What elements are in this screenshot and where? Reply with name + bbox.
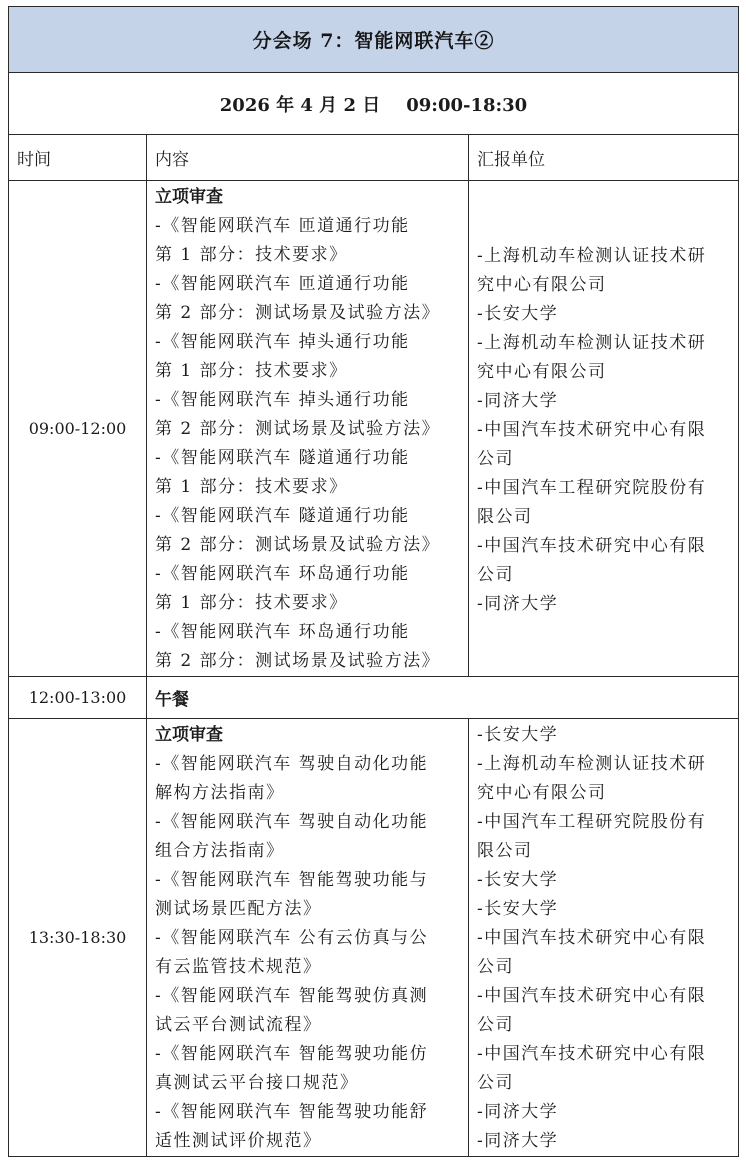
agenda-item-line: -《智能网联汽车 智能驾驶功能与 — [155, 870, 429, 890]
date-row — [9, 73, 739, 135]
session-row-afternoon — [9, 719, 739, 1157]
reporting-unit-line: -中国汽车工程研究院股份有 — [477, 812, 707, 832]
morning-unit-lines — [477, 242, 730, 619]
agenda-item-line: -《智能网联汽车 智能驾驶功能舒 — [155, 1102, 429, 1122]
agenda-item-line: -《智能网联汽车 驾驶自动化功能 — [155, 812, 429, 832]
morning-heading: 立项审查 — [155, 187, 223, 207]
reporting-unit-line: -上海机动车检测认证技术研 — [477, 754, 707, 774]
agenda-item-line: -《智能网联汽车 环岛通行功能 — [155, 564, 410, 584]
afternoon-time: 13:30-18:30 — [9, 719, 147, 1157]
reporting-unit-line: 公司 — [477, 957, 514, 977]
agenda-item-line: -《智能网联汽车 隧道通行功能 — [155, 506, 410, 526]
agenda-item-line: 第 1 部分：技术要求》 — [155, 477, 348, 497]
header-content: 内容 — [147, 135, 469, 181]
reporting-unit-line: -上海机动车检测认证技术研 — [477, 246, 707, 266]
reporting-unit-line: -中国汽车技术研究中心有限 — [477, 536, 707, 556]
lunch-label: 午餐 — [147, 677, 739, 719]
agenda-item-line: -《智能网联汽车 掉头通行功能 — [155, 390, 410, 410]
reporting-unit-line: -同济大学 — [477, 1102, 559, 1122]
agenda-item-line: 有云监管技术规范》 — [155, 957, 322, 977]
reporting-unit-line: 限公司 — [477, 841, 533, 861]
reporting-unit-line: 究中心有限公司 — [477, 275, 607, 295]
session-time-range: 09:00-18:30 — [406, 94, 528, 116]
lunch-time: 12:00-13:00 — [9, 677, 147, 719]
morning-content — [147, 181, 469, 677]
agenda-item-line: -《智能网联汽车 公有云仿真与公 — [155, 928, 429, 948]
reporting-unit-line: 公司 — [477, 449, 514, 469]
agenda-item-line: 第 1 部分：技术要求》 — [155, 593, 348, 613]
agenda-item-line: 测试场景匹配方法》 — [155, 899, 322, 919]
agenda-item-line: -《智能网联汽车 隧道通行功能 — [155, 448, 410, 468]
agenda-item-line: -《智能网联汽车 匝道通行功能 — [155, 216, 410, 236]
agenda-item-line: -《智能网联汽车 掉头通行功能 — [155, 332, 410, 352]
agenda-item-line: 第 1 部分：技术要求》 — [155, 245, 348, 265]
reporting-unit-line: -中国汽车技术研究中心有限 — [477, 928, 707, 948]
session-title: 分会场 7：智能网联汽车② — [9, 7, 739, 73]
reporting-unit-line: 公司 — [477, 1015, 514, 1035]
agenda-item-line: 第 1 部分：技术要求》 — [155, 361, 348, 381]
agenda-item-line: 适性测试评价规范》 — [155, 1131, 322, 1151]
reporting-unit-line: 究中心有限公司 — [477, 362, 607, 382]
agenda-item-line: 第 2 部分：测试场景及试验方法》 — [155, 303, 441, 323]
reporting-unit-line: -上海机动车检测认证技术研 — [477, 333, 707, 353]
reporting-unit-line: -同济大学 — [477, 391, 559, 411]
agenda-item-line: -《智能网联汽车 环岛通行功能 — [155, 622, 410, 642]
reporting-unit-line: 公司 — [477, 1073, 514, 1093]
agenda-item-line: 试云平台测试流程》 — [155, 1015, 322, 1035]
reporting-unit-line: -中国汽车技术研究中心有限 — [477, 1044, 707, 1064]
morning-content-lines — [155, 183, 460, 676]
agenda-item-line: -《智能网联汽车 智能驾驶仿真测 — [155, 986, 429, 1006]
reporting-unit-line: -长安大学 — [477, 870, 559, 890]
reporting-unit-line: -中国汽车技术研究中心有限 — [477, 420, 707, 440]
reporting-unit-line: 公司 — [477, 565, 514, 585]
reporting-unit-line: -同济大学 — [477, 594, 559, 614]
agenda-item-line: 真测试云平台接口规范》 — [155, 1073, 359, 1093]
morning-units — [469, 181, 739, 677]
afternoon-units — [469, 719, 739, 1157]
agenda-item-line: -《智能网联汽车 驾驶自动化功能 — [155, 754, 429, 774]
agenda-item-line: 组合方法指南》 — [155, 841, 285, 861]
schedule-table — [8, 6, 739, 1157]
reporting-unit-line: 究中心有限公司 — [477, 783, 607, 803]
afternoon-unit-lines — [477, 721, 730, 1156]
morning-time: 09:00-12:00 — [9, 181, 147, 677]
agenda-item-line: 第 2 部分：测试场景及试验方法》 — [155, 419, 441, 439]
reporting-unit-line: 限公司 — [477, 507, 533, 527]
agenda-item-line: -《智能网联汽车 智能驾驶功能仿 — [155, 1044, 429, 1064]
agenda-item-line: -《智能网联汽车 匝道通行功能 — [155, 274, 410, 294]
session-date-cell — [9, 73, 739, 135]
session-date: 2026 年 4 月 2 日 — [219, 94, 381, 116]
header-row — [9, 135, 739, 181]
afternoon-content-lines — [155, 721, 460, 1156]
session-row-morning — [9, 181, 739, 677]
reporting-unit-line: -同济大学 — [477, 1131, 559, 1151]
afternoon-content — [147, 719, 469, 1157]
header-time: 时间 — [9, 135, 147, 181]
agenda-item-line: 第 2 部分：测试场景及试验方法》 — [155, 651, 441, 671]
reporting-unit-line: -中国汽车工程研究院股份有 — [477, 478, 707, 498]
session-row-lunch — [9, 677, 739, 719]
reporting-unit-line: -长安大学 — [477, 725, 559, 745]
agenda-item-line: 第 2 部分：测试场景及试验方法》 — [155, 535, 441, 555]
agenda-item-line: 解构方法指南》 — [155, 783, 285, 803]
title-row — [9, 7, 739, 73]
afternoon-heading: 立项审查 — [155, 725, 223, 745]
reporting-unit-line: -长安大学 — [477, 899, 559, 919]
header-unit: 汇报单位 — [469, 135, 739, 181]
reporting-unit-line: -中国汽车技术研究中心有限 — [477, 986, 707, 1006]
reporting-unit-line: -长安大学 — [477, 304, 559, 324]
